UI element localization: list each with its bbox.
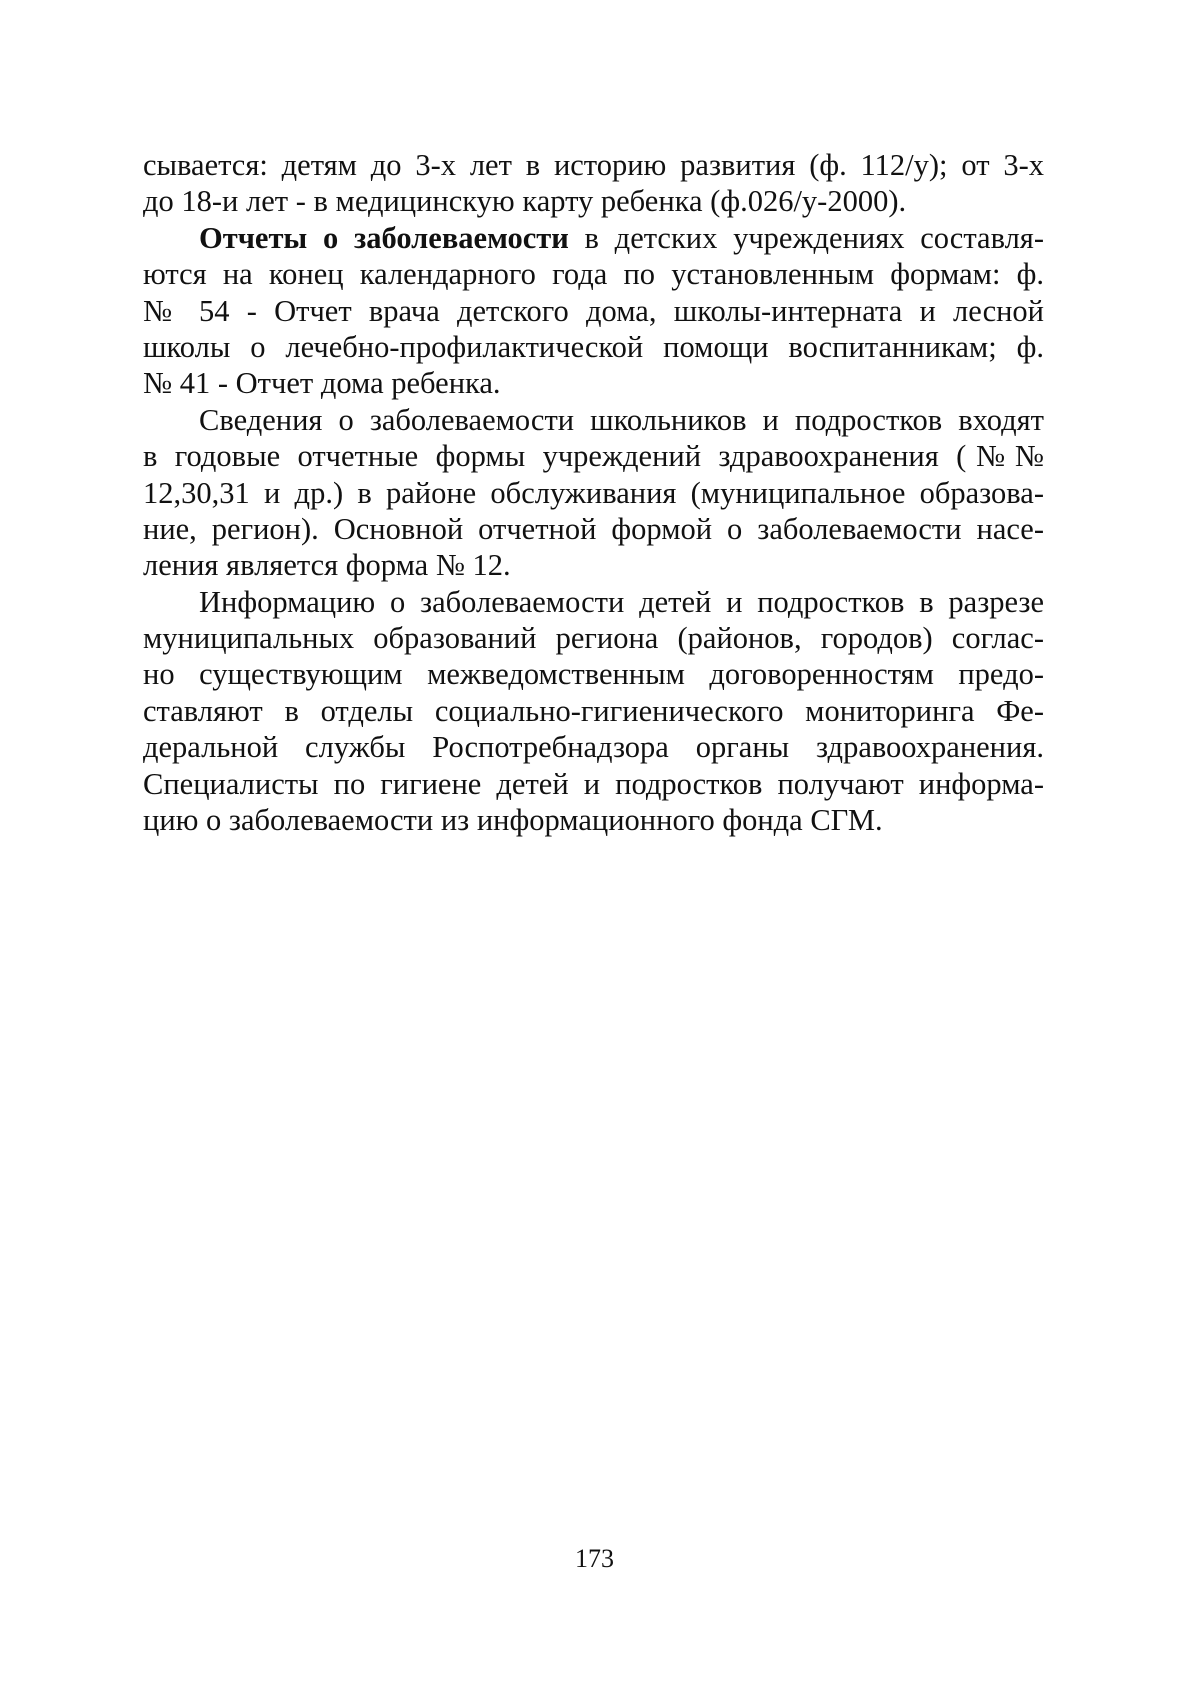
text-line: ние, регион). Основной отчетной формой о заболеваемости насе-	[143, 511, 1044, 546]
text-line: Специалисты по гигиене детей и подростков получают информа-	[143, 766, 1044, 801]
lead-rest: в детских учреждениях составля-	[568, 220, 1044, 255]
text-line: но существующим межведомственным договоренностям предо-	[143, 657, 1044, 692]
text-line: 12,30,31 и др.) в районе обслуживания (муниципальное образова-	[143, 475, 1044, 510]
text-line: ставляют в отделы социально-гигиенического мониторинга Фе-	[143, 693, 1044, 728]
text-line: ются на конец календарного года по установленным формам: ф.	[143, 257, 1044, 292]
bold-lead-term: Отчеты о заболеваемости	[199, 220, 569, 255]
text-line: в годовые отчетные формы учреждений здравоохранения (№№	[143, 439, 1044, 474]
page-number: 173	[575, 1544, 614, 1573]
text-line: цию о заболеваемости из информационного фонда СГМ.	[143, 803, 883, 838]
text-line: муниципальных образований региона (районов, городов) соглас-	[143, 621, 1044, 656]
paragraph-information-flow	[143, 584, 1044, 839]
text-line	[143, 220, 1044, 256]
text-line: № 41 - Отчет дома ребенка.	[143, 366, 501, 401]
text-line: Сведения о заболеваемости школьников и подростков входят	[199, 402, 1044, 437]
text-line: деральной службы Роспотребнадзора органы здравоохранения.	[143, 730, 1044, 765]
paragraph-school-morbidity	[143, 402, 1044, 584]
text-line: школы о лечебно-профилактической помощи воспитанникам; ф.	[143, 329, 1044, 364]
paragraph-continuation	[143, 147, 1044, 220]
text-line: сывается: детям до 3-х лет в историю развития (ф. 112/у); от 3-х	[143, 148, 1044, 182]
text-line: ления является форма № 12.	[143, 548, 511, 583]
text-line: № 54 - Отчет врача детского дома, школы-интерната и лесной	[143, 293, 1044, 328]
page-body	[143, 147, 1044, 838]
paragraph-morbidity-reports	[143, 220, 1044, 402]
text-line: до 18-и лет - в медицинскую карту ребенка (ф.026/у-2000).	[143, 184, 907, 219]
text-line: Информацию о заболеваемости детей и подростков в разрезе	[199, 584, 1044, 619]
